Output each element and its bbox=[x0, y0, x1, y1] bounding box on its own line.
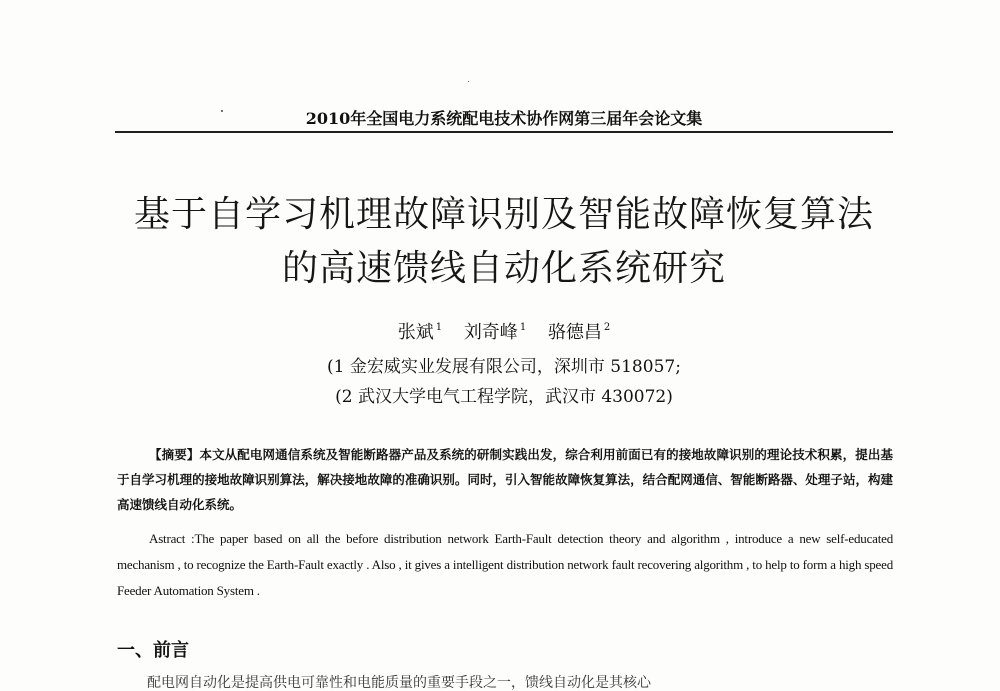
abstract-cn-label: 【摘要】 bbox=[149, 447, 200, 462]
author-affil-mark: 2 bbox=[603, 322, 611, 333]
author-name: 张斌 bbox=[397, 322, 434, 343]
abstract-en-text: The paper based on all the before distribution network Earth-Fault detection theory and algorithm , introduce a new self-educated mechanism , to recognize the Earth-Fault exactly . Also , it gives a intelligent distribution network fault recovering algorithm , to help to form a high speed Feeder Automation System . bbox=[117, 531, 893, 598]
section-heading: 一、前言 bbox=[117, 640, 189, 661]
author-affil-mark: 1 bbox=[519, 322, 527, 333]
abstract-cn-text: 本文从配电网通信系统及智能断路器产品及系统的研制实践出发，综合利用前面已有的接地故障识别的理论技术积累，提出基于自学习机理的接地故障识别算法，解决接地故障的准确识别。同时，引入智能故障恢复算法，结合配网通信、智能断路器、处理子站，构建高速馈线自动化系统。 bbox=[117, 447, 893, 512]
author-list bbox=[100, 318, 908, 344]
author-name: 刘奇峰 bbox=[463, 322, 518, 343]
affiliation-2: (2 武汉大学电气工程学院，武汉市 430072) bbox=[335, 387, 673, 407]
abstract-en-label: Astract : bbox=[149, 531, 195, 546]
proceedings-header: 2010年全国电力系统配电技术协作网第三届年会论文集 bbox=[305, 109, 703, 128]
paper-title-line1: 基于自学习机理故障识别及智能故障恢复算法 bbox=[133, 194, 874, 235]
scan-speck bbox=[468, 81, 469, 82]
author-name: 骆德昌 bbox=[547, 322, 602, 343]
header-rule bbox=[115, 131, 893, 133]
paper-title-line2: 的高速馈线自动化系统研究 bbox=[281, 248, 726, 289]
body-text-cut-line: 配电网自动化是提高供电可靠性和电能质量的重要手段之一，馈线自动化是其核心 bbox=[147, 675, 651, 691]
abstract-english bbox=[117, 526, 893, 604]
affiliation-1: (1 金宏威实业发展有限公司，深圳市 518057; bbox=[327, 357, 681, 377]
author-affil-mark: 1 bbox=[435, 322, 443, 333]
abstract-chinese bbox=[117, 442, 893, 517]
